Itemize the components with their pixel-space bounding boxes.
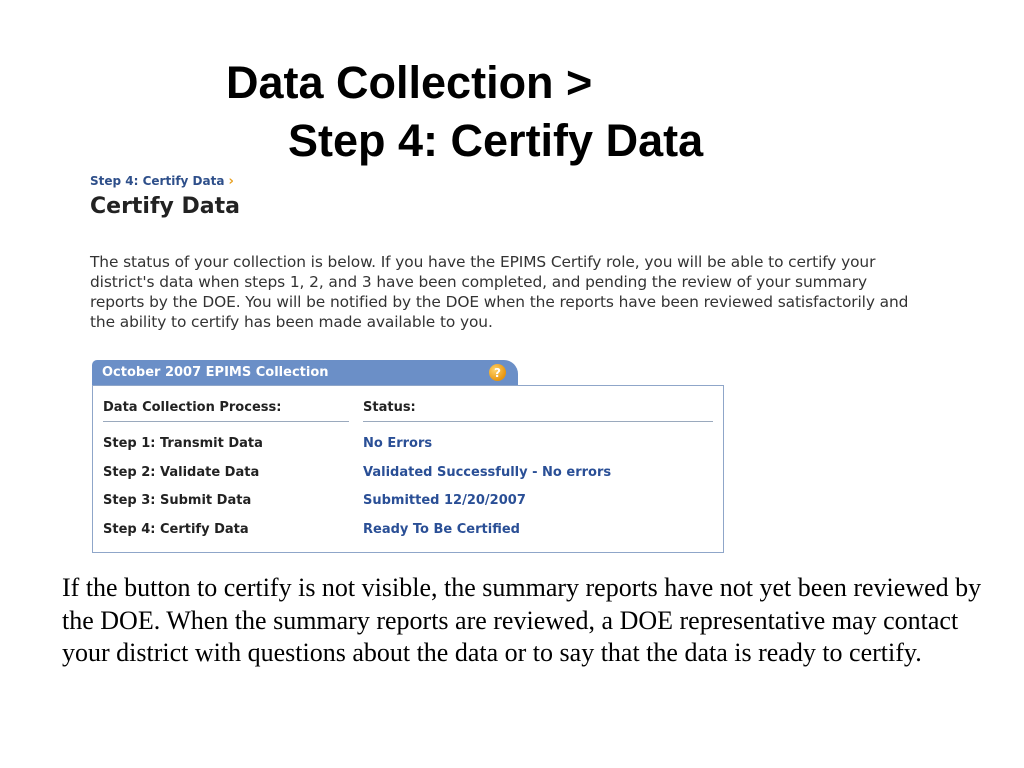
row-status: Ready To Be Certified <box>363 522 520 537</box>
embedded-screenshot <box>90 172 920 537</box>
panel-header <box>92 360 518 385</box>
collection-status-panel <box>92 385 724 553</box>
header-divider <box>103 421 349 422</box>
panel-title: October 2007 EPIMS Collection <box>102 365 329 380</box>
breadcrumb <box>90 172 920 190</box>
row-process: Step 1: Transmit Data <box>103 436 263 451</box>
row-status: No Errors <box>363 436 433 451</box>
intro-paragraph: The status of your collection is below. If you have the EPIMS Certify role, you will be able to certify your district's data when steps 1, 2, and 3 have been completed, and pending the review of your summary reports by the DOE. You will be notified by the DOE when the reports have been reviewed satisfactorily and the ability to certify has been made available to you. <box>90 253 909 331</box>
row-process: Step 4: Certify Data <box>103 522 249 537</box>
page-heading: Certify Data <box>90 194 241 219</box>
header-divider <box>363 421 713 422</box>
slide-title-line1: Data Collection > <box>226 57 593 108</box>
help-icon[interactable]: ? <box>489 364 506 381</box>
slide-title-line2: Step 4: Certify Data <box>288 115 704 166</box>
slide-caption: If the button to certify is not visible, the summary reports have not yet been reviewed by the DOE. When the summary reports are reviewed, a DOE representative may contact your district with questions about the data or to say that the data is ready to certify. <box>62 573 982 667</box>
row-process: Step 3: Submit Data <box>103 493 252 508</box>
row-status: Validated Successfully - No errors <box>363 465 612 480</box>
row-status: Submitted 12/20/2007 <box>363 493 526 508</box>
chevron-right-icon: › <box>228 173 234 189</box>
breadcrumb-link[interactable]: Step 4: Certify Data <box>90 174 225 188</box>
column-header-process: Data Collection Process: <box>103 400 282 415</box>
column-header-status: Status: <box>363 400 416 415</box>
slide-title <box>226 54 703 170</box>
row-process: Step 2: Validate Data <box>103 465 260 480</box>
